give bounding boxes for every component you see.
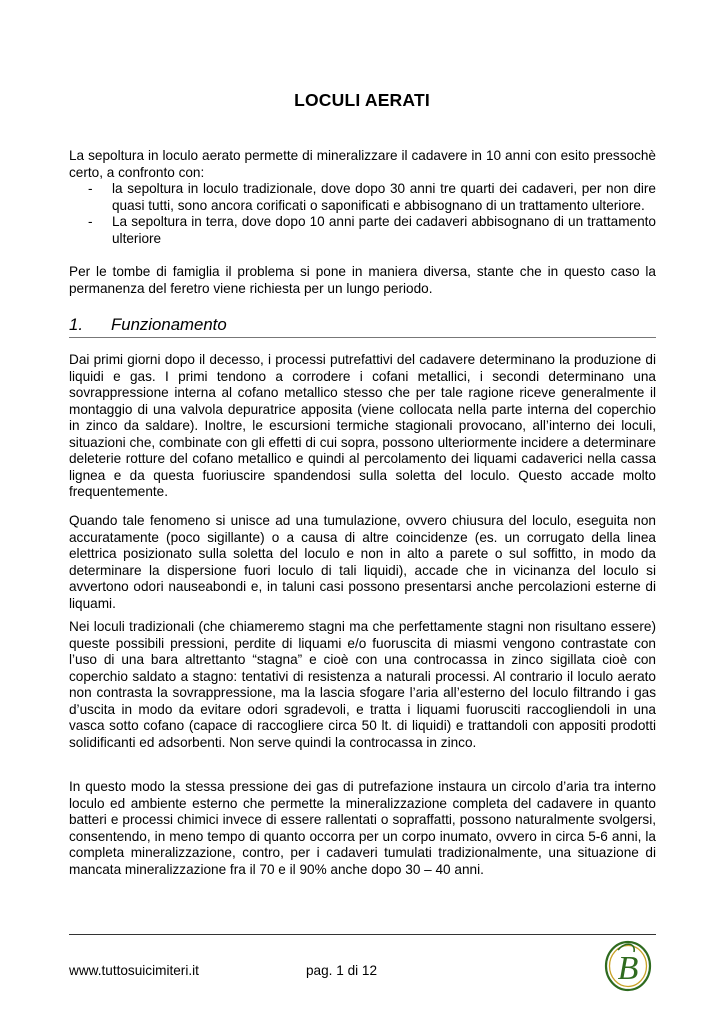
body-paragraph-2: Quando tale fenomeno si unisce ad una tumulazione, ovvero chiusura del loculo, eseguita non accuratamente (poco sigillante) o a causa di altre coincidenze (es. un corrugato della linea elettrica posizionato sulla soletta del loculo e non in alto a parete o sul soffitto, in modo da determinare la dispersione fuori loculo di tali liquidi), accade che in vicinanza del loculo si avvertono odori nauseabondi e, in taluni casi possono presentarsi anche percolazioni esterne di liquami.: [69, 513, 656, 611]
section-title: Funzionamento: [111, 315, 227, 334]
list-item: [88, 181, 656, 214]
page-title: LOCULI AERATI: [294, 90, 430, 110]
footer-divider: [69, 934, 656, 935]
footer-website: www.tuttosuicimiteri.it: [69, 963, 199, 978]
logo-icon: [598, 938, 658, 994]
section-heading: [69, 315, 656, 338]
body-paragraph-3: Nei loculi tradizionali (che chiameremo stagni ma che perfettamente stagni non risultano essere) queste possibili pressioni, perdite di liquami e/o fuoruscita di miasmi vengono contrastate con l’uso di una bara altrettanto “stagna” e cioè con una controcassa in zinco sigillata cioè con coperchio saldato a stagno: tentativi di resistenza a naturali processi. Al contrario il loculo aerato non contrasta la sovrappressione, ma la lascia sfogare l’aria all’esterno del loculo filtrando i gas d’uscita in modo da evitare odori sgradevoli, e tratta i liquami fuorusciti raccogliendoli in una vasca sotto cofano (capace di raccogliere circa 50 lt. di liquidi) e trattandoli con appositi prodotti solidificanti ed adsorbenti. Non serve quindi la controcassa in zinco.: [69, 619, 656, 750]
list-dash: -: [88, 214, 93, 229]
body-paragraph-1: Dai primi giorni dopo il decesso, i processi putrefattivi del cadavere determinano la produzione di liquidi e gas. I primi tendono a corrodere i cofani metallici, i secondi determinano una sovrappressione interna al cofano metallico stesso che per tale ragione riceve generalmente il montaggio di una valvola depuratrice apposita (viene collocata nella parte interna del coperchio in zinco da saldare). Inoltre, le escursioni termiche stagionali provocano, all’interno dei loculi, situazioni che, combinate con gli effetti di cui sopra, possono ulteriormente incidere a determinare deleterie rotture del cofano metallico e quindi al percolamento dei liquami cadaverici nella cassa lignea e da questa fuoriuscire spandendosi sulla soletta del loculo. Questo accade molto frequentemente.: [69, 352, 656, 499]
list-dash: -: [88, 181, 93, 196]
list-item-text: La sepoltura in terra, dove dopo 10 anni parte dei cadaveri abbisognano di un trattamento ulteriore: [112, 214, 656, 246]
section-number: 1.: [69, 315, 83, 334]
intro-closing: Per le tombe di famiglia il problema si pone in maniera diversa, stante che in questo caso la permanenza del feretro viene richiesta per un lungo periodo.: [69, 264, 656, 296]
body-paragraph-4: In questo modo la stessa pressione dei gas di putrefazione instaura un circolo d’aria tra interno loculo ed ambiente esterno che permette la mineralizzazione completa del cadavere in quanto batteri e processi chimici invece di essere rallentati o sopraffatti, possono naturalmente svolgersi, consentendo, in meno tempo di quanto occorra per un corpo inumato, ovvero in circa 5-6 anni, la completa mineralizzazione, contro, per i cadaveri tumulati tradizionalmente, una situazione di mancata mineralizzazione fra il 70 e il 90% anche dopo 30 – 40 anni.: [69, 779, 656, 877]
intro-list: [88, 181, 656, 247]
intro-paragraph: La sepoltura in loculo aerato permette di mineralizzare il cadavere in 10 anni con esito pressochè certo, a confronto con:: [69, 148, 656, 180]
list-item: [88, 214, 656, 247]
list-item-text: la sepoltura in loculo tradizionale, dove dopo 30 anni tre quarti dei cadaveri, per non dire quasi tutti, sono ancora corificati o saponificati e abbisognano di un trattamento ulteriore.: [112, 181, 656, 213]
footer-page-number: pag. 1 di 12: [306, 963, 378, 978]
logo-letter: B: [617, 950, 639, 987]
